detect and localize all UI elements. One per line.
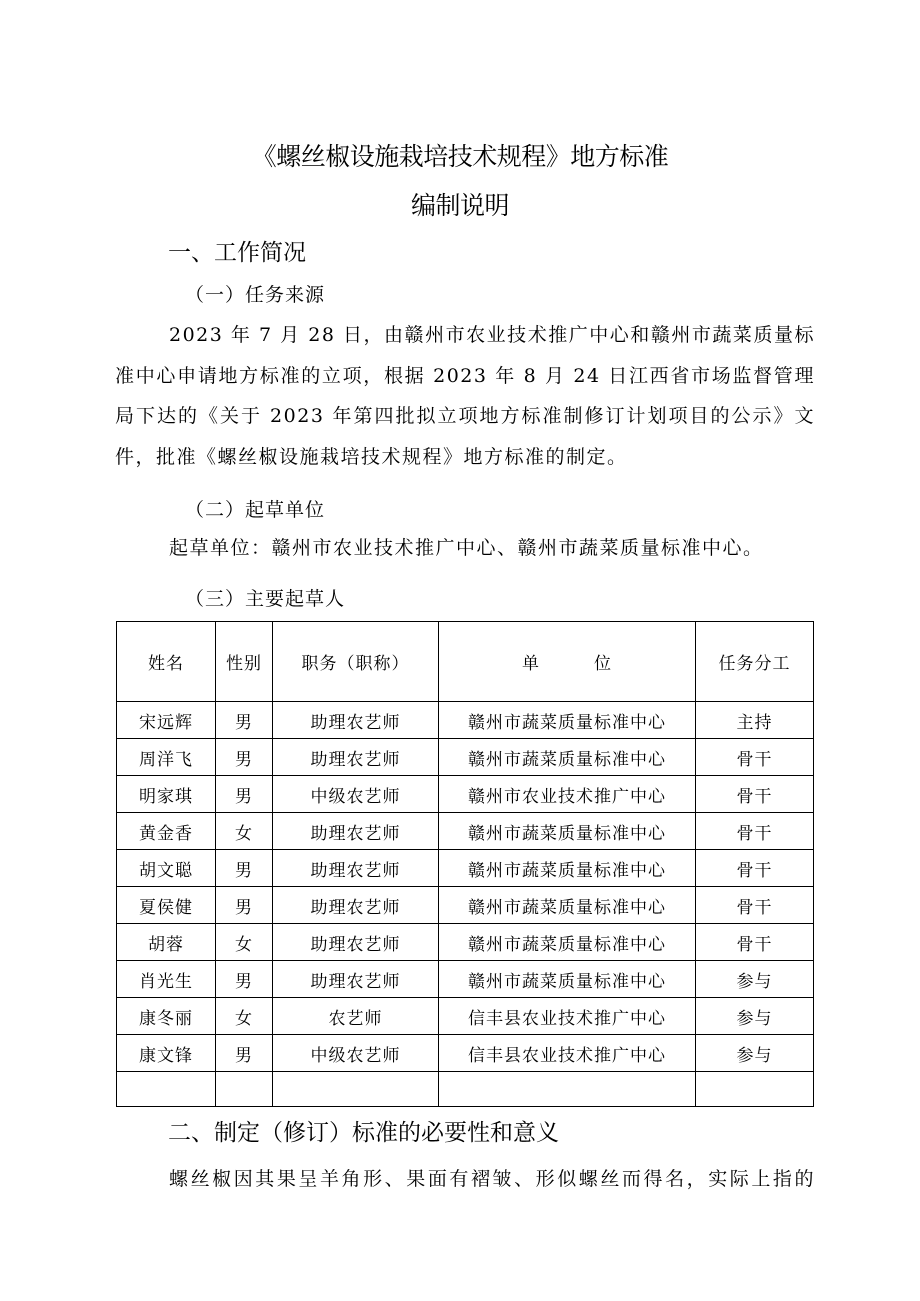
- table-row: [117, 998, 814, 1035]
- cell-name: 夏侯健: [117, 887, 216, 924]
- paragraph-line: 件，批准《螺丝椒设施栽培技术规程》地方标准的制定。: [115, 445, 628, 468]
- table-row: [117, 850, 814, 887]
- header-gender: 性别: [216, 622, 273, 702]
- cell-unit: 赣州市蔬菜质量标准中心: [439, 850, 696, 887]
- cell-gender: 男: [216, 739, 273, 776]
- cell-role: 骨干: [696, 850, 814, 887]
- cell-unit: 信丰县农业技术推广中心: [439, 998, 696, 1035]
- subsection-3-heading: （三）主要起草人: [185, 588, 346, 610]
- paragraph-line: 局下达的《关于 2023 年第四批拟立项地方标准制修订计划项目的公示》文: [115, 405, 815, 427]
- cell-title: 助理农艺师: [273, 961, 439, 998]
- cell-gender: 女: [216, 998, 273, 1035]
- cell-name: 周洋飞: [117, 739, 216, 776]
- task-source-paragraph: [115, 315, 815, 477]
- cell-unit: 信丰县农业技术推广中心: [439, 1035, 696, 1072]
- cell-role: 骨干: [696, 924, 814, 961]
- cell-title: 助理农艺师: [273, 813, 439, 850]
- cell-title: 中级农艺师: [273, 776, 439, 813]
- cell-unit: 赣州市蔬菜质量标准中心: [439, 813, 696, 850]
- cell-role: 骨干: [696, 887, 814, 924]
- cell-title: 助理农艺师: [273, 887, 439, 924]
- cell-gender: 女: [216, 813, 273, 850]
- table-header-row: [117, 622, 814, 702]
- document-subtitle: 编制说明: [410, 191, 509, 220]
- cell-role: 参与: [696, 961, 814, 998]
- drafting-unit-paragraph: [115, 528, 815, 569]
- cell-unit: 赣州市蔬菜质量标准中心: [439, 887, 696, 924]
- cell-name: 黄金香: [117, 813, 216, 850]
- cell-gender: 男: [216, 776, 273, 813]
- necessity-paragraph: [115, 1159, 815, 1200]
- cell-name: 宋远辉: [117, 702, 216, 739]
- cell-title: 助理农艺师: [273, 924, 439, 961]
- cell-unit: 赣州市蔬菜质量标准中心: [439, 702, 696, 739]
- cell-gender: 男: [216, 850, 273, 887]
- cell-gender: 男: [216, 887, 273, 924]
- cell-name: 康文锋: [117, 1035, 216, 1072]
- subsection-1-heading: （一）任务来源: [185, 284, 326, 306]
- cell-gender: 男: [216, 1035, 273, 1072]
- cell-unit: 赣州市蔬菜质量标准中心: [439, 924, 696, 961]
- header-role: 任务分工: [696, 622, 814, 702]
- header-unit: 单 位: [439, 622, 696, 702]
- document-title: 《螺丝椒设施栽培技术规程》地方标准: [251, 142, 669, 171]
- section-1-heading: 一、工作简况: [168, 240, 306, 266]
- drafters-table: [116, 621, 814, 1107]
- header-name: 姓名: [117, 622, 216, 702]
- paragraph-line: 2023 年 7 月 28 日，由赣州市农业技术推广中心和赣州市蔬菜质量标: [169, 324, 815, 346]
- empty-cell: [117, 1072, 216, 1107]
- cell-unit: 赣州市蔬菜质量标准中心: [439, 739, 696, 776]
- cell-role: 主持: [696, 702, 814, 739]
- header-title: 职务（职称）: [273, 622, 439, 702]
- paragraph-line: 起草单位：赣州市农业技术推广中心、赣州市蔬菜质量标准中心。: [169, 537, 764, 559]
- cell-name: 胡文聪: [117, 850, 216, 887]
- cell-name: 肖光生: [117, 961, 216, 998]
- cell-title: 助理农艺师: [273, 850, 439, 887]
- cell-unit: 赣州市农业技术推广中心: [439, 776, 696, 813]
- cell-unit: 赣州市蔬菜质量标准中心: [439, 961, 696, 998]
- empty-cell: [273, 1072, 439, 1107]
- cell-role: 骨干: [696, 813, 814, 850]
- cell-name: 明家琪: [117, 776, 216, 813]
- cell-title: 中级农艺师: [273, 1035, 439, 1072]
- cell-gender: 男: [216, 961, 273, 998]
- subsection-2-heading: （二）起草单位: [185, 499, 326, 521]
- empty-cell: [439, 1072, 696, 1107]
- table-row: [117, 776, 814, 813]
- paragraph-line: 准中心申请地方标准的立项，根据 2023 年 8 月 24 日江西省市场监督管理: [115, 364, 815, 387]
- cell-role: 参与: [696, 1035, 814, 1072]
- table-row: [117, 739, 814, 776]
- cell-gender: 女: [216, 924, 273, 961]
- cell-role: 骨干: [696, 739, 814, 776]
- table-row: [117, 702, 814, 739]
- table-row: [117, 961, 814, 998]
- table-row: [117, 924, 814, 961]
- cell-title: 农艺师: [273, 998, 439, 1035]
- table-empty-row: [117, 1072, 814, 1107]
- cell-role: 参与: [696, 998, 814, 1035]
- paragraph-line: 螺丝椒因其果呈羊角形、果面有褶皱、形似螺丝而得名，实际上指的: [169, 1168, 815, 1190]
- cell-name: 康冬丽: [117, 998, 216, 1035]
- cell-title: 助理农艺师: [273, 739, 439, 776]
- section-2-heading: 二、制定（修订）标准的必要性和意义: [168, 1120, 559, 1146]
- cell-name: 胡蓉: [117, 924, 216, 961]
- table-row: [117, 887, 814, 924]
- cell-gender: 男: [216, 702, 273, 739]
- table-row: [117, 813, 814, 850]
- cell-title: 助理农艺师: [273, 702, 439, 739]
- cell-role: 骨干: [696, 776, 814, 813]
- empty-cell: [696, 1072, 814, 1107]
- empty-cell: [216, 1072, 273, 1107]
- table-row: [117, 1035, 814, 1072]
